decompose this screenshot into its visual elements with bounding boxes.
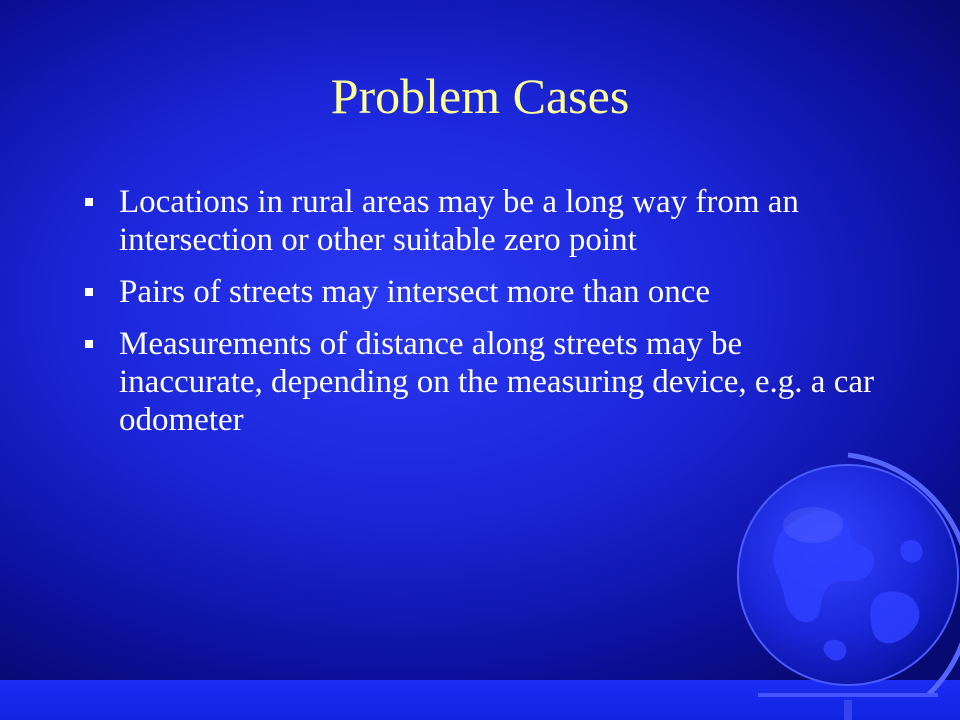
- bullet-list: [82, 183, 882, 453]
- bullet-item: [82, 273, 882, 311]
- globe-icon: [728, 445, 960, 720]
- slide-title: Problem Cases: [330, 68, 630, 124]
- square-bullet-icon: [85, 340, 93, 348]
- bullet-text: Pairs of streets may intersect more than once: [119, 274, 711, 310]
- bullet-text: Locations in rural areas may be a long way from an intersection or other suitable zero point: [119, 184, 799, 258]
- bullet-item: [82, 325, 882, 439]
- bullet-item: [82, 183, 882, 259]
- square-bullet-icon: [85, 198, 93, 206]
- bullet-text: Measurements of distance along streets may be inaccurate, depending on the measuring device, e.g. a car odometer: [119, 326, 874, 438]
- square-bullet-icon: [85, 288, 93, 296]
